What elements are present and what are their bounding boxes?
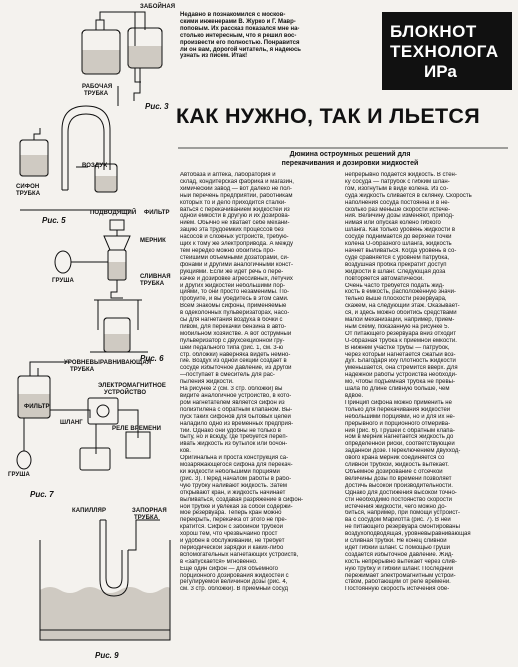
text-line: Всем знакомы сифоны, применяемые	[180, 303, 287, 310]
text-line: фонами и другими аналогичными конст-	[180, 261, 293, 268]
label-zabornaya: ЗАБОЙНАЯ	[140, 4, 176, 10]
text-line: химический завод — вот далеко не пол-	[180, 185, 292, 192]
text-line: пыления жидкости.	[180, 379, 234, 386]
text-line: создается избыточное давление. Жид-	[345, 551, 454, 558]
label-vozduh: ВОЗДУХ	[82, 163, 108, 169]
text-line: ром нагнетателем является сифон из	[180, 399, 285, 406]
intro-line: поповым. Их рассказ показался мне на-	[180, 25, 300, 32]
text-line: вспомогательных нагнетающих устройств,	[180, 551, 299, 558]
text-line: нием. Обычно не хватает себе механи-	[180, 220, 290, 227]
label-trubka4: ТРУБКА	[134, 515, 159, 521]
label-mernik: МЕРНИК	[140, 238, 166, 244]
text-line: сосуде поднимается до верхней точки	[345, 234, 452, 241]
text-line: дух. Благодаря иху плотность жидкости	[345, 358, 456, 365]
text-line: В нижнем участке трубы — патрубок,	[345, 344, 450, 351]
text-line: ваться с перекачиванием жидкостей из	[180, 206, 290, 213]
rubric-line-2: ТЕХНОЛОГА	[390, 42, 499, 61]
text-line: одной емкости в другую и их дозирова-	[180, 213, 290, 220]
subtitle	[220, 150, 480, 168]
label-uroven: УРОВНЕВЫРАВНИВАЮЩАЯ	[64, 360, 152, 366]
text-line: тельно выше плоскости резервуара,	[345, 296, 447, 303]
text-line: щих к тому же электропривода. А между	[180, 241, 294, 248]
text-line: шала по длине сливную больше, чем	[345, 386, 450, 393]
figure-6-caption: Рис. 6	[140, 354, 164, 363]
text-line: зацию эта трудоемких процессов без	[180, 227, 284, 234]
text-line: величины дозы по времени позволяет	[345, 475, 452, 482]
text-line: жидкости в шланг. Следующая доза	[345, 268, 446, 275]
text-line: повторяется автоматически.	[345, 275, 424, 282]
text-line: начнет выливаться. Когда уровень в со-	[345, 247, 457, 254]
text-line: хорош тем, что чрезвычайно прост	[180, 531, 278, 538]
text-line: суде сравняется с уровнем патрубка,	[345, 254, 450, 261]
text-line: и удобен в обслуживании, не требует	[180, 538, 285, 545]
text-line: сливной трубкой, жидкость вытекает.	[345, 462, 449, 469]
label-grusha: ГРУША	[52, 278, 74, 284]
text-line: заданной дозе. Переключением двухход-	[345, 448, 461, 455]
text-line: регулируемой величиной дозы (рис. 4,	[180, 579, 288, 586]
text-line: ния. Величину дозы изменяют, припод-	[345, 213, 455, 220]
text-line: (рис. 3). Перед началом работы в рабо-	[180, 475, 292, 482]
label-filtr2: ФИЛЬТР	[24, 404, 50, 410]
text-line: тий. Однако они удобны не только в	[180, 427, 281, 434]
body-column-1	[180, 172, 340, 593]
text-line: в одеколонных пульверизаторах, насо-	[180, 310, 290, 317]
text-line: сосуде избыточное давление, из другой	[180, 365, 292, 372]
text-line: —поступает в смеситель для рас-	[180, 372, 275, 379]
intro-line: узнать из писем. Итак!	[180, 53, 248, 60]
text-line: Автобаза и аптека, лаборатория и	[180, 172, 276, 178]
text-line: полиэтилена с обратным клапаном. Вы-	[180, 406, 293, 413]
intro-paragraph	[180, 12, 370, 60]
text-line: кратится. Сифон с забойной трубкой	[180, 524, 283, 531]
text-line: ным схему, показанную на рисунке 5.	[345, 323, 450, 330]
text-line: мо, чтобы подъемная трубка не превы-	[345, 379, 455, 386]
label-ustroystvo: УСТРОЙСТВО	[104, 390, 147, 396]
label-rabochaya: РАБОЧАЯ	[82, 84, 113, 90]
text-line: суда жидкость сливается в склянку. Скорость	[345, 192, 472, 199]
text-line: Принцип сифона можно применить не	[345, 399, 452, 406]
text-line: достичь высокой производительности.	[345, 482, 453, 489]
text-line: ся, и здесь можно обойтись средствами	[345, 310, 457, 317]
text-line: ков.	[180, 448, 191, 455]
text-line: Однако для достижения высокой точно-	[345, 489, 457, 496]
text-line: открывают кран, и жидкость начинает	[180, 489, 286, 496]
text-line: рукциями. Если же идет речь о пере-	[180, 268, 284, 275]
text-line: не питающего резервуара смонтированы	[345, 524, 460, 531]
headline: КАК НУЖНО, ТАК И ЛЬЕТСЯ	[176, 104, 480, 128]
text-line: мобильном хозяйстве. А вот острумный	[180, 330, 292, 337]
text-line: Очень часто требуется подать жид-	[345, 282, 445, 289]
figure-6-drawing	[55, 220, 148, 352]
text-line: сти необходимо постоянство скорости	[345, 496, 452, 503]
body-column-2	[345, 172, 513, 593]
text-line: шланга. Как только уровень жидкости в	[345, 227, 456, 234]
text-line: U-образная трубка к приемной емкости.	[345, 337, 457, 344]
intro-line: Недавно в познакомился с москов-	[180, 12, 286, 18]
text-line: выливаться, создавая разряжение в сифон-	[180, 496, 303, 503]
label-kapillyar: КАПИЛЛЯР	[72, 508, 107, 514]
text-line: ки жидкости небольшими порциями	[180, 468, 280, 475]
text-line: малой механизации, например, прием-	[345, 317, 455, 324]
text-line: определенной риски, соответствующей	[345, 441, 455, 448]
text-line: уменьшается, она стремится вверх. Для	[345, 365, 458, 372]
text-line: шей педального типа (рис. 1, см. 3-ю	[180, 344, 284, 351]
text-line: кость в емкость, расположенную значи-	[345, 289, 456, 296]
text-line: ной трубке и увлекая за собой содержи-	[180, 503, 293, 510]
text-line: стр. обложки) наверняка видеть немно-	[180, 351, 291, 358]
text-line: перекрыть, перекачка от этого не пре-	[180, 517, 287, 524]
figure-7-caption: Рис. 7	[30, 490, 54, 499]
text-line: пробуйте, и вы убедитесь в этом сами.	[180, 296, 289, 303]
text-line: ную трубку и гибкий шланг. Последний	[345, 565, 453, 572]
text-line: см. 3 стр. обложки). В приемный сосуд	[180, 586, 288, 593]
text-line: которых то и дело приходится сталки-	[180, 199, 287, 206]
text-line: качке и дозировке агрессивных, летучих	[180, 275, 293, 282]
text-line: насосов и сложных устройств, требую-	[180, 234, 289, 241]
text-line: порционного дозирования жидкостей с	[180, 572, 289, 579]
text-line: пульверизатор с двухсекционной гру-	[180, 337, 285, 344]
text-line: периодической зарядки и каких-либо	[180, 544, 284, 551]
label-filtr: ФИЛЬТР	[144, 210, 170, 216]
label-elektromag: ЭЛЕКТРОМАГНИТНОЕ	[98, 383, 166, 389]
label-shlang: ШЛАНГ	[60, 420, 83, 426]
text-line: Еще один сифон — для объемного	[180, 565, 278, 572]
text-line: Объемное дозирование с отсечкой	[345, 468, 443, 475]
text-line: быту, но и всюду, где требуется переп-	[180, 434, 288, 441]
figure-9-drawing	[40, 520, 170, 640]
text-line: мое резервуара. Теперь кран можно	[180, 510, 282, 517]
text-line: сы для нагнетания воздуха в бочки с	[180, 317, 283, 324]
figure-5-caption: Рис. 5	[42, 216, 66, 225]
text-line: надежной работы устройства необходи-	[345, 372, 457, 379]
rubric-line-3: ИРа	[424, 62, 457, 81]
text-line: нимая или опуская колено гибкого	[345, 220, 441, 227]
text-line: непрерывно подается жидкость. В стен-	[345, 172, 457, 178]
text-line: стейшими объемными дозаторами, си-	[180, 254, 289, 261]
text-line: через который нагнетается сжатый воз-	[345, 351, 456, 358]
figure-9-caption: Рис. 9	[95, 651, 119, 660]
text-line: пуск таких сифонов для бытовых целей	[180, 413, 291, 420]
text-line: склад, кондитерская фабрика и магазин,	[180, 178, 294, 185]
text-line: циями, то они просто незаменимы. По-	[180, 289, 289, 296]
text-line: колена U-образного шланга, жидкость	[345, 241, 452, 248]
text-line: ку сосуда — патрубок с гибким шлан-	[345, 178, 450, 185]
text-line: Постоянную скорость истечения обе-	[345, 586, 450, 593]
text-line: гом, изогнутым в виде колена. Из со-	[345, 185, 449, 192]
text-line: сколько раз меньше скорости истече-	[345, 206, 451, 213]
figure-7-drawing	[17, 362, 150, 470]
label-slivnaya: СЛИВНАЯ	[140, 274, 171, 280]
text-line: истечения жидкости, чего можно до-	[345, 503, 447, 510]
text-line: прерывного и порционного отмерива-	[345, 420, 451, 427]
rubric-block	[382, 12, 512, 90]
text-line: На рисунке 2 (см. 3 стр. обложки) вы	[180, 386, 283, 393]
text-line: тем нередко можно обойтись про-	[180, 247, 276, 254]
text-line: только для перекачивания жидкостей	[345, 406, 451, 413]
label-sifon: СИФОН	[16, 184, 40, 190]
label-podvod: ПОДВОДЯЩИЙ	[90, 210, 137, 216]
label-zapornaya: ЗАПОРНАЯ	[132, 508, 167, 514]
label-sifon2: ТРУБКА	[16, 191, 41, 197]
text-line: воздушная пробка прекратит доступ	[345, 261, 447, 268]
text-line: скажем, на следующий этаж. Оказывает-	[345, 303, 460, 310]
text-line: мозаряжающегося сифона для перекач-	[180, 462, 293, 469]
text-line: пережимает электромагнитным устрой-	[345, 572, 456, 579]
text-line: ва с сосудом Мариотта (рис. 7). В ней	[345, 517, 451, 524]
text-line: вдвое.	[345, 393, 364, 399]
text-line: ивать жидкость из бутылок или бочон-	[180, 441, 288, 448]
text-line: наладило одно из временных предприя-	[180, 420, 294, 427]
subtitle-line-1: Дюжина остроумных решений для	[289, 151, 411, 158]
intro-line: произвести его полностью. Понравится	[180, 39, 300, 46]
text-line: наполнения сосуда постоянна и в не-	[345, 199, 450, 206]
text-line: воздухоподводящая, уровневыравнивающая	[345, 531, 471, 538]
label-rele: РЕЛЕ ВРЕМЕНИ	[112, 426, 162, 432]
text-line: и других жидкостей небольшими пор-	[180, 282, 286, 289]
label-truba: ТРУБКА	[84, 91, 109, 97]
text-line: и сливная трубки. Не конец сливной	[345, 538, 447, 545]
text-line: От питающего резервуара вниз отходит	[345, 330, 456, 337]
text-line: Оригинальна и проста конструкция са-	[180, 455, 289, 462]
text-line: биться, например, при помощи устройст-	[345, 510, 461, 517]
text-line: чую трубку наливают жидкость. Затем	[180, 482, 287, 489]
text-line: ством, работающим от реле времени.	[345, 579, 451, 586]
label-trubka2: ТРУБКА	[140, 281, 165, 287]
text-line: идет гибкий шланг. С помощью груши	[345, 544, 451, 551]
subtitle-line-2: перекачивания и дозировки жидкостей	[281, 160, 419, 167]
intro-line: скими инженерами В. Журко и Г. Мавр-	[180, 18, 296, 25]
label-grusha2: ГРУША	[8, 472, 30, 478]
text-line: ового крана мерник соединяется со	[345, 455, 445, 462]
text-line: небольшими порциями, но и для их не-	[345, 413, 455, 420]
rubric-line-1: БЛОКНОТ	[390, 22, 477, 41]
text-line: видите аналогичное устройство, в кото-	[180, 393, 292, 399]
figure-3-caption: Рис. 3	[145, 102, 169, 111]
text-line: гие. Воздух из одной секции создает в	[180, 358, 287, 365]
text-line: ния (рис. 6). Грушей с обратным клапа-	[345, 427, 455, 434]
text-line: ный перечень предприятий, работникам	[180, 192, 293, 199]
text-line: пивом, для перекачки бензина в авто-	[180, 323, 287, 330]
text-line: в «запускается» мгновенно.	[180, 558, 258, 565]
text-line: кость непрерывно вытекает через слив-	[345, 558, 457, 565]
intro-line: ли он вам, дорогой читатель, я надеюсь	[180, 46, 301, 53]
text-line: ном в мерник нагнетается жидкость до	[345, 434, 454, 441]
label-trubka3: ТРУБКА	[70, 367, 95, 373]
intro-line: столько интересным, что я решил вос-	[180, 32, 297, 39]
